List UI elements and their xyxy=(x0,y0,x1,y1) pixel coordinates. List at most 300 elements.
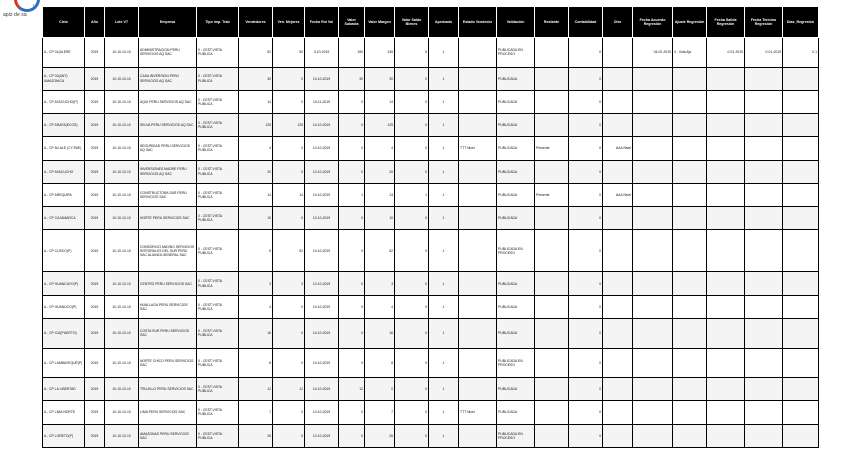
table-cell xyxy=(673,90,707,113)
table-cell: PUBLICADA xyxy=(497,318,535,348)
table-cell: CONSORCIO ANDINO SERVICIOS INTEGRALES DEL SUR PERU SAC ALIANZA GENERAL SAC xyxy=(139,230,197,272)
table-cell: 0 xyxy=(339,206,365,229)
table-cell xyxy=(783,206,819,229)
table-cell: 10-10-10-10 xyxy=(105,206,139,229)
table-row[interactable] xyxy=(43,160,819,183)
table-cell: 0 - CEST.VISTA PUBLICA xyxy=(197,318,239,348)
table-cell: PUBLICADA xyxy=(497,67,535,90)
table-cell: 2019 xyxy=(85,424,105,447)
table-cell: 12 xyxy=(339,378,365,401)
table-cell: 4 xyxy=(239,295,273,318)
table-row[interactable] xyxy=(43,206,819,229)
table-cell xyxy=(673,137,707,160)
column-header[interactable]: Dias_Regresión xyxy=(783,7,819,38)
table-cell xyxy=(459,160,497,183)
table-row[interactable] xyxy=(43,183,819,206)
column-header[interactable]: Fecha Acuerdo Regresión xyxy=(633,7,673,38)
column-header[interactable]: Valor Subasta xyxy=(339,7,365,38)
table-cell: A - CP AYACUCHO xyxy=(43,160,85,183)
table-cell: 2019 xyxy=(85,295,105,318)
table-cell: 8 xyxy=(365,348,395,378)
table-cell: 2019 xyxy=(85,378,105,401)
table-cell: 0 xyxy=(339,230,365,272)
table-cell: 0 xyxy=(569,38,603,68)
table-cell xyxy=(633,378,673,401)
table-cell xyxy=(535,401,569,424)
table-cell: 7 xyxy=(239,401,273,424)
table-cell: 1 xyxy=(429,295,459,318)
table-cell xyxy=(459,67,497,90)
table-cell: 0 - CEST.VISTA PUBLICA xyxy=(197,401,239,424)
table-cell: A - CP LIMA NORTE xyxy=(43,401,85,424)
table-cell: 2019 xyxy=(85,90,105,113)
table-cell: 0 xyxy=(569,206,603,229)
table-cell: 0 xyxy=(395,206,429,229)
table-cell xyxy=(673,114,707,137)
table-cell xyxy=(783,348,819,378)
table-cell: A - CP 02(ANT) AMAZONICA xyxy=(43,67,85,90)
table-cell xyxy=(783,378,819,401)
table-cell: 2019 xyxy=(85,67,105,90)
table-cell xyxy=(603,206,633,229)
table-cell: PUBLICADA EN PROCESO xyxy=(497,424,535,447)
table-cell xyxy=(633,137,673,160)
table-cell xyxy=(535,160,569,183)
table-row[interactable] xyxy=(43,38,819,68)
table-cell: 0 xyxy=(569,378,603,401)
table-cell: 0 xyxy=(569,318,603,348)
table-cell xyxy=(603,230,633,272)
table-cell: 26 xyxy=(239,424,273,447)
table-header-row xyxy=(43,7,819,38)
table-cell: 7 xyxy=(365,401,395,424)
table-row[interactable] xyxy=(43,90,819,113)
table-cell xyxy=(745,318,783,348)
table-cell: PUBLICADA xyxy=(497,183,535,206)
table-row[interactable] xyxy=(43,424,819,447)
table-cell: PUBLICADA xyxy=(497,295,535,318)
table-cell: 1 xyxy=(429,38,459,68)
table-cell: 10-10-2019 xyxy=(305,114,339,137)
table-cell: 0 xyxy=(339,90,365,113)
table-cell: 20 xyxy=(239,160,273,183)
table-cell xyxy=(459,230,497,272)
table-cell xyxy=(745,183,783,206)
table-cell: AAA Nivel xyxy=(603,137,633,160)
table-cell: 0 xyxy=(339,348,365,378)
table-cell: 0 xyxy=(395,67,429,90)
table-cell: 2019 xyxy=(85,183,105,206)
table-cell xyxy=(745,67,783,90)
table-cell xyxy=(633,67,673,90)
table-cell: 2019 xyxy=(85,348,105,378)
table-cell: 10-10-2019 xyxy=(305,206,339,229)
table-cell: 10-10-2019 xyxy=(305,424,339,447)
table-cell: 0 xyxy=(339,401,365,424)
table-cell: 10-10-2019 xyxy=(305,230,339,272)
table-cell: 0 xyxy=(395,318,429,348)
table-cell: A - CP HUANCAYO(P) xyxy=(43,272,85,295)
table-cell: 52 xyxy=(365,230,395,272)
table-cell: PUBLICADA EN PROCESO xyxy=(497,230,535,272)
table-cell: 0 xyxy=(395,378,429,401)
column-header[interactable]: Valor Margen xyxy=(365,7,395,38)
table-cell: SELVA PERU SERVICIOS AQ SAC xyxy=(139,114,197,137)
table-cell xyxy=(707,206,745,229)
table-cell: A - CP HUANUCO(P) xyxy=(43,295,85,318)
table-cell: COSTA SUR PERU SERVICIOS SAC xyxy=(139,318,197,348)
table-cell xyxy=(535,67,569,90)
table-cell xyxy=(745,114,783,137)
table-cell: 0 xyxy=(339,295,365,318)
table-cell: 125 xyxy=(239,114,273,137)
table-cell: 10-10-10-10 xyxy=(105,90,139,113)
table-cell: 0 xyxy=(569,424,603,447)
table-cell: 2019 xyxy=(85,206,105,229)
column-header[interactable]: Vendedores xyxy=(239,7,273,38)
column-header[interactable]: Estado Vendedor xyxy=(459,7,497,38)
table-cell xyxy=(673,295,707,318)
table-cell: 0 xyxy=(273,160,305,183)
table-cell: 10-10-2019 xyxy=(305,378,339,401)
table-cell: 0 xyxy=(569,67,603,90)
table-cell xyxy=(633,348,673,378)
table-cell: 10-10-10-10 xyxy=(105,295,139,318)
table-cell xyxy=(459,38,497,68)
table-cell: A - CP ICA(PUERTO) xyxy=(43,318,85,348)
table-cell xyxy=(783,318,819,348)
table-cell xyxy=(707,183,745,206)
table-cell: PUBLICADA EN PROCESO xyxy=(497,348,535,378)
table-cell xyxy=(459,378,497,401)
table-cell: PUBLICADA xyxy=(497,401,535,424)
table-cell: 10-10-2019 xyxy=(305,401,339,424)
column-header[interactable]: Ciclo xyxy=(43,7,85,38)
table-cell xyxy=(535,230,569,272)
table-cell: 10-10-10-10 xyxy=(105,160,139,183)
table-cell: 10 xyxy=(239,206,273,229)
column-header[interactable]: Aprobado xyxy=(429,7,459,38)
table-cell: TTT Nivel xyxy=(459,137,497,160)
table-cell: AQUI PERU SERVICIOS AQ SAC xyxy=(139,90,197,113)
table-cell: 10-10-10-10 xyxy=(105,318,139,348)
table-cell xyxy=(745,272,783,295)
column-header[interactable]: Fecha Rol Vol xyxy=(305,7,339,38)
table-cell xyxy=(745,424,783,447)
column-header[interactable]: Ven. Mejores xyxy=(273,7,305,38)
table-cell xyxy=(633,160,673,183)
table-row[interactable] xyxy=(43,318,819,348)
table-cell: 0 xyxy=(273,67,305,90)
table-cell: 12 xyxy=(273,378,305,401)
table-cell xyxy=(707,272,745,295)
logo-ring-icon xyxy=(14,0,40,12)
table-cell xyxy=(459,348,497,378)
table-cell xyxy=(707,114,745,137)
table-cell: 5 xyxy=(395,38,429,68)
table-cell xyxy=(783,67,819,90)
table-cell xyxy=(745,206,783,229)
table-cell xyxy=(707,230,745,272)
table-cell: 0 - CEST.VISTA PUBLICA xyxy=(197,137,239,160)
table-cell xyxy=(673,348,707,378)
table-cell: 10-10-10-10 xyxy=(105,183,139,206)
table-cell: 0 xyxy=(273,90,305,113)
table-cell: 0 - CEST.VISTA PUBLICA xyxy=(197,183,239,206)
table-cell: 0 xyxy=(569,90,603,113)
table-cell: 12 xyxy=(239,378,273,401)
table-cell: ADMINISTRACION PERU SERVICIOS AQ SAC xyxy=(139,38,197,68)
table-cell xyxy=(783,90,819,113)
table-cell: PUBLICADA xyxy=(497,206,535,229)
table-cell: 0 - CEST.VISTA PUBLICA xyxy=(197,424,239,447)
table-cell: 0 xyxy=(395,401,429,424)
table-cell xyxy=(535,424,569,447)
table-cell: 2019 xyxy=(85,137,105,160)
table-cell xyxy=(745,230,783,272)
table-cell: 20 xyxy=(365,160,395,183)
table-cell: 10-10-10-10 xyxy=(105,272,139,295)
table-cell: PUBLICADA xyxy=(497,160,535,183)
table-cell: 10-10-2019 xyxy=(305,272,339,295)
column-header[interactable]: Valor Saldo Bienes xyxy=(395,7,429,38)
table-cell: Presente xyxy=(535,183,569,206)
table-cell: A - CP AREQUIPA xyxy=(43,183,85,206)
table-cell xyxy=(707,160,745,183)
table-cell xyxy=(459,183,497,206)
table-cell: AAA Nivel xyxy=(603,183,633,206)
table-cell: CASA INVERSION PERU SERVICIOS AQ SAC xyxy=(139,67,197,90)
table-cell: 3 xyxy=(239,272,273,295)
table-cell xyxy=(603,401,633,424)
table-cell xyxy=(673,424,707,447)
column-header[interactable]: Contabilidad xyxy=(569,7,603,38)
table-cell: 1 xyxy=(429,401,459,424)
table-cell xyxy=(783,272,819,295)
table-cell xyxy=(603,424,633,447)
table-cell xyxy=(459,295,497,318)
table-cell xyxy=(633,401,673,424)
table-cell: PUBLICADA EN PROCESO xyxy=(497,38,535,68)
table-cell: 125 xyxy=(273,114,305,137)
table-row[interactable] xyxy=(43,67,819,90)
table-cell: 0 xyxy=(339,272,365,295)
table-cell: 2019 xyxy=(85,160,105,183)
table-cell: 8 xyxy=(239,348,273,378)
table-cell: 0 - CEST.VISTA PUBLICA xyxy=(197,67,239,90)
table-cell: 3 xyxy=(273,272,305,295)
table-cell: 0 xyxy=(569,295,603,318)
table-cell xyxy=(535,295,569,318)
table-cell: LIMA PERU SERVICIOS SAC xyxy=(139,401,197,424)
table-row[interactable] xyxy=(43,348,819,378)
table-cell: 10-10-10-10 xyxy=(105,401,139,424)
table-cell xyxy=(707,137,745,160)
table-cell: 4 xyxy=(365,137,395,160)
table-cell: CONSTRUCTORA SUR PERU SERVICIOS SAC xyxy=(139,183,197,206)
table-cell: 13 xyxy=(365,183,395,206)
table-cell: PUBLICADA xyxy=(497,90,535,113)
table-row[interactable] xyxy=(43,272,819,295)
table-cell xyxy=(745,160,783,183)
table-cell: 0-1 xyxy=(783,38,819,68)
table-cell: 1 xyxy=(429,67,459,90)
table-cell xyxy=(633,90,673,113)
table-cell: 0 xyxy=(273,137,305,160)
table-cell: 145 xyxy=(365,38,395,68)
table-cell: A - CP ARAFA(ECOS) xyxy=(43,114,85,137)
table-cell xyxy=(633,183,673,206)
table-cell: 1 xyxy=(339,183,365,206)
table-row[interactable] xyxy=(43,114,819,137)
table-cell: 0-01-2019 xyxy=(707,38,745,68)
table-cell: 14 xyxy=(239,90,273,113)
table-cell: 1 xyxy=(429,230,459,272)
table-cell xyxy=(673,401,707,424)
table-cell: 0 xyxy=(395,137,429,160)
column-header[interactable]: Ajuste Regresión xyxy=(673,7,707,38)
table-cell xyxy=(535,206,569,229)
table-cell xyxy=(633,206,673,229)
table-cell: Presente xyxy=(535,137,569,160)
table-row[interactable] xyxy=(43,378,819,401)
table-cell: 0 - CEST.VISTA PUBLICA xyxy=(197,206,239,229)
table-cell: 0 xyxy=(395,272,429,295)
table-row[interactable] xyxy=(43,401,819,424)
table-cell: 0 xyxy=(339,137,365,160)
table-cell: 10-10-2019 xyxy=(305,183,339,206)
table-cell xyxy=(745,401,783,424)
table-cell: 30 xyxy=(365,67,395,90)
table-cell: 0 - CEST.VISTA PUBLICA xyxy=(197,160,239,183)
table-cell xyxy=(707,318,745,348)
table-cell: 0 xyxy=(273,206,305,229)
table-cell: INVERSIONES MADRE PERU SERVICIOS AQ SAC xyxy=(139,160,197,183)
table-cell xyxy=(459,272,497,295)
column-header[interactable]: Validación xyxy=(497,7,535,38)
table-cell: 1 xyxy=(395,183,429,206)
table-cell: 10-10-2019 xyxy=(305,348,339,378)
table-cell xyxy=(603,348,633,378)
column-header[interactable]: Empresa xyxy=(139,7,197,38)
table-cell: 10-10-10-10 xyxy=(105,424,139,447)
table-cell: 0 xyxy=(273,348,305,378)
table-cell: 4 xyxy=(239,137,273,160)
table-cell: 0 - CEST.VISTA PUBLICA xyxy=(197,378,239,401)
table-cell: TRUJILLO PERU SERVICIOS SAC xyxy=(139,378,197,401)
table-cell: 10-10-10-10 xyxy=(105,348,139,378)
logo-mark: T xyxy=(32,3,35,8)
table-row[interactable] xyxy=(43,137,819,160)
table-cell: 10-10-2019 xyxy=(305,295,339,318)
table-cell: 0 xyxy=(339,318,365,348)
table-cell: 52 xyxy=(273,230,305,272)
table-cell: 4 xyxy=(365,295,395,318)
table-cell: 2019 xyxy=(85,114,105,137)
table-cell: 0 - CEST.VISTA PUBLICA xyxy=(197,348,239,378)
column-header[interactable]: Fecha Termino Regresión xyxy=(745,7,783,38)
table-cell: 0 xyxy=(339,160,365,183)
table-cell: TTT Nivel xyxy=(459,401,497,424)
table-cell xyxy=(783,401,819,424)
table-cell xyxy=(459,206,497,229)
table-cell: NORTE PERU SERVICIOS SAC xyxy=(139,206,197,229)
table-cell xyxy=(707,90,745,113)
table-cell xyxy=(707,401,745,424)
table-cell: 2019 xyxy=(85,318,105,348)
column-header[interactable]: Fecha Salida Regresión xyxy=(707,7,745,38)
table-cell: 1 xyxy=(429,206,459,229)
table-cell xyxy=(673,67,707,90)
column-header[interactable]: Restante xyxy=(535,7,569,38)
table-cell: 0 xyxy=(339,424,365,447)
table-cell: A - CP LORETO(P) xyxy=(43,424,85,447)
table-cell: 14 xyxy=(365,90,395,113)
table-cell xyxy=(535,272,569,295)
column-header[interactable]: Lote VT xyxy=(105,7,139,38)
table-cell xyxy=(633,230,673,272)
table-cell xyxy=(603,38,633,68)
table-cell: 1 xyxy=(429,318,459,348)
table-cell: 5 xyxy=(239,230,273,272)
table-cell: 14 xyxy=(239,183,273,206)
table-cell xyxy=(673,206,707,229)
table-cell: 2019 xyxy=(85,38,105,68)
table-cell xyxy=(535,378,569,401)
table-cell: 1 xyxy=(429,378,459,401)
table-cell: 4 - Vida Ajs xyxy=(673,38,707,68)
table-cell: NORTE CHICO PERU SERVICIOS SAC xyxy=(139,348,197,378)
column-header[interactable]: Año xyxy=(85,7,105,38)
table-cell: CENTRO PERU SERVICIOS SAC xyxy=(139,272,197,295)
table-cell: 0-01-2019 xyxy=(745,38,783,68)
table-cell: 10-10-2019 xyxy=(305,67,339,90)
table-cell: 52 xyxy=(239,38,273,68)
table-cell: 150 xyxy=(339,38,365,68)
table-cell: 0 xyxy=(569,230,603,272)
table-cell: 0 xyxy=(395,424,429,447)
table-cell: 1 xyxy=(429,160,459,183)
table-cell: 125 xyxy=(365,114,395,137)
table-row[interactable] xyxy=(43,230,819,272)
table-cell: 3 xyxy=(365,272,395,295)
table-cell xyxy=(745,348,783,378)
table-cell xyxy=(633,424,673,447)
table-row[interactable] xyxy=(43,295,819,318)
table-cell: 2019 xyxy=(85,230,105,272)
table-cell: 10-10-10-10 xyxy=(105,114,139,137)
table-cell: PUBLICADA xyxy=(497,114,535,137)
table-cell: 0 xyxy=(365,378,395,401)
table-cell xyxy=(673,378,707,401)
table-cell: HUALLAGA PERU SERVICIOS SAC xyxy=(139,295,197,318)
column-header[interactable]: Otro xyxy=(603,7,633,38)
table-cell xyxy=(783,137,819,160)
table-cell: A - CP AV-ALE (CY-PAE) xyxy=(43,137,85,160)
table-cell xyxy=(633,318,673,348)
table-cell: PUBLICADA xyxy=(497,137,535,160)
table-cell: 10-10-2019 xyxy=(305,318,339,348)
table-cell: 10-10-10-10 xyxy=(105,378,139,401)
table-cell xyxy=(535,90,569,113)
table-cell xyxy=(707,378,745,401)
table-cell: 10-11-2019 xyxy=(305,90,339,113)
table-cell: 0 xyxy=(273,295,305,318)
column-header[interactable]: Tipo Imp. Trab xyxy=(197,7,239,38)
table-cell xyxy=(603,318,633,348)
table-cell: A - CP LA LIBERTAD xyxy=(43,378,85,401)
table-cell xyxy=(707,424,745,447)
